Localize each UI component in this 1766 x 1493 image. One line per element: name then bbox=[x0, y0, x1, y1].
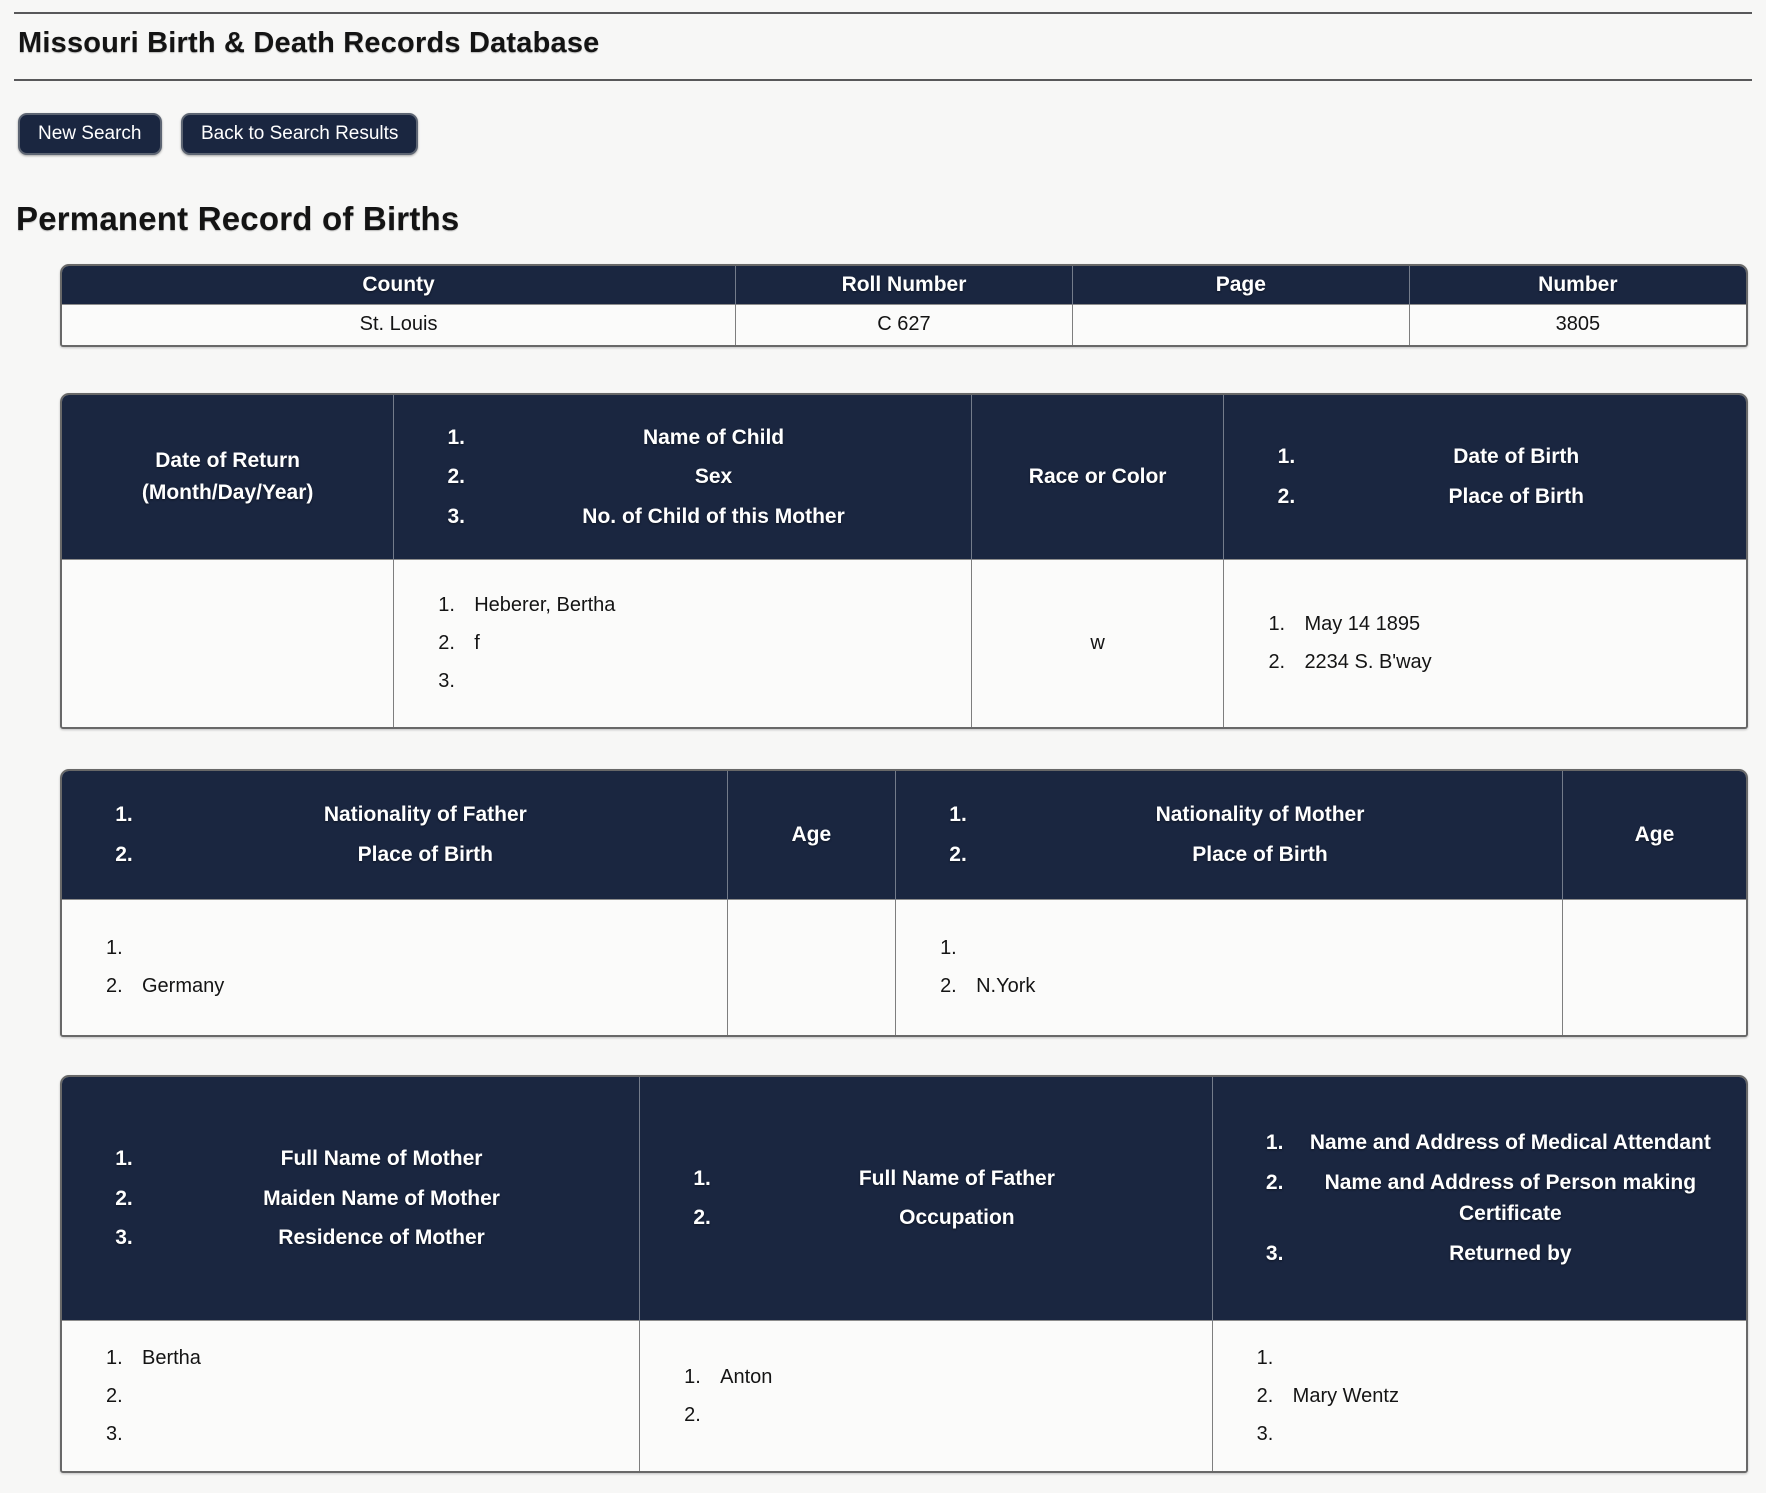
name-of-child-value: 1. Heberer, Bertha 2. f 3. bbox=[394, 559, 972, 727]
names-attendant-header-row bbox=[62, 1077, 1746, 1320]
attendant-value: 1. 2. Mary Wentz 3. bbox=[1212, 1320, 1746, 1471]
date-place-of-birth-value: 1. May 14 1895 2. 2234 S. B'way bbox=[1224, 559, 1746, 727]
section-heading: Permanent Record of Births bbox=[16, 200, 460, 237]
date-of-return-value bbox=[62, 559, 394, 727]
number-value: 3805 bbox=[1409, 304, 1746, 345]
name-of-child-header: 1. Name of Child 2. Sex 3. No. of Child of this Mother bbox=[394, 395, 972, 559]
father-name-value: 1. Anton 2. bbox=[640, 1320, 1213, 1471]
father-name-header: 1. Full Name of Father 2. Occupation bbox=[640, 1077, 1213, 1320]
number-header: Number bbox=[1409, 266, 1746, 304]
names-attendant-table bbox=[60, 1075, 1748, 1473]
county-value: St. Louis bbox=[62, 304, 736, 345]
mother-name-header: 1. Full Name of Mother 2. Maiden Name of Mother 3. Residence of Mother bbox=[62, 1077, 640, 1320]
record-info-header-row bbox=[62, 266, 1746, 304]
record-info-table bbox=[60, 264, 1748, 347]
page-value bbox=[1072, 304, 1409, 345]
page-header: Page bbox=[1072, 266, 1409, 304]
parents-nationality-value-row bbox=[62, 899, 1746, 1035]
attendant-header: 1. Name and Address of Medical Attendant 2. Name and Address of Person making Certificate 3. Returned by bbox=[1212, 1077, 1746, 1320]
date-place-of-birth-header: 1. Date of Birth 2. Place of Birth bbox=[1224, 395, 1746, 559]
child-birth-table bbox=[60, 393, 1748, 729]
toolbar bbox=[18, 113, 1748, 155]
mother-age-value bbox=[1562, 899, 1746, 1035]
father-nationality-header: 1. Nationality of Father 2. Place of Birth bbox=[62, 771, 727, 899]
parents-nationality-table bbox=[60, 769, 1748, 1037]
mother-nationality-header: 1. Nationality of Mother 2. Place of Birth bbox=[896, 771, 1563, 899]
race-or-color-value: w bbox=[971, 559, 1224, 727]
new-search-button[interactable]: New Search bbox=[18, 113, 162, 155]
mother-nationality-value: 1. 2. N.York bbox=[896, 899, 1563, 1035]
child-birth-header-row bbox=[62, 395, 1746, 559]
child-birth-value-row bbox=[62, 559, 1746, 727]
mother-age-header: Age bbox=[1562, 771, 1746, 899]
mother-name-value: 1. Bertha 2. 3. bbox=[62, 1320, 640, 1471]
date-of-return-header: Date of Return (Month/Day/Year) bbox=[62, 395, 394, 559]
roll-number-header: Roll Number bbox=[736, 266, 1073, 304]
page-title: Missouri Birth & Death Records Database bbox=[14, 12, 1752, 81]
father-age-header: Age bbox=[727, 771, 895, 899]
parents-nationality-header-row bbox=[62, 771, 1746, 899]
record-info-value-row bbox=[62, 304, 1746, 345]
back-to-search-results-button[interactable]: Back to Search Results bbox=[181, 113, 418, 155]
roll-number-value: C 627 bbox=[736, 304, 1073, 345]
names-attendant-value-row bbox=[62, 1320, 1746, 1471]
father-age-value bbox=[727, 899, 895, 1035]
county-header: County bbox=[62, 266, 736, 304]
race-or-color-header: Race or Color bbox=[971, 395, 1224, 559]
father-nationality-value: 1. 2. Germany bbox=[62, 899, 727, 1035]
